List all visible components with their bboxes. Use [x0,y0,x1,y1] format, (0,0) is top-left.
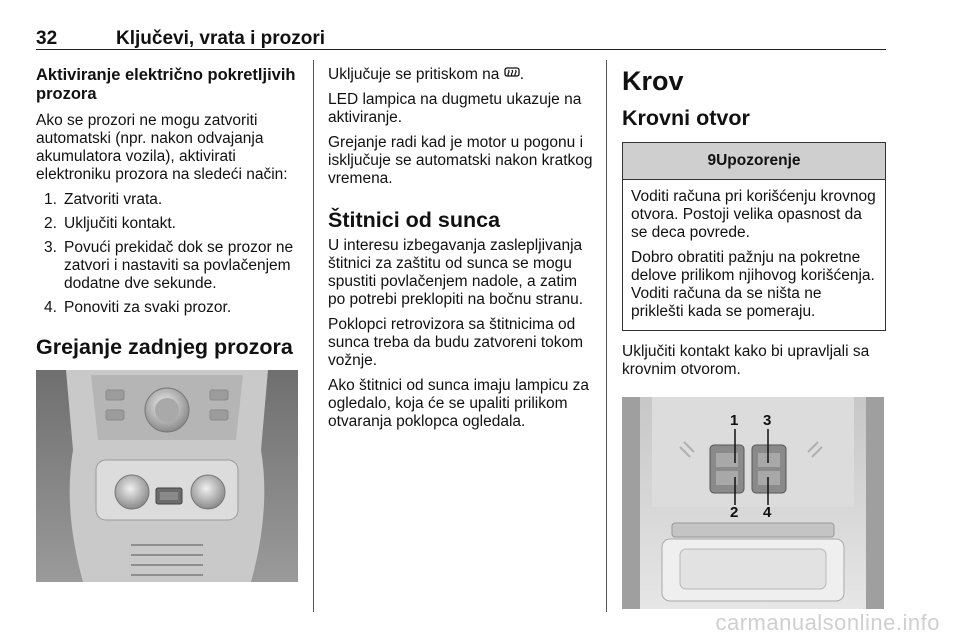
paragraph: Voditi računa pri korišćenju krovnog otvora. Postoji velika opasnost da se deca povrede. [631,188,876,241]
warning-icon: 9 [707,152,717,169]
step-text: Ponoviti za svaki prozor. [64,299,232,316]
list-item [36,299,300,317]
warning-body [623,180,885,330]
column-left [36,66,300,364]
paragraph: Ako štitnici od sunca imaju lampicu za ogledalo, koja će se upaliti prilikom otvaranja poklopca ogledala. [328,377,590,430]
sunroof-switch-image [622,397,884,609]
section-title-roof: Krov [622,66,684,96]
step-text: Uključiti kontakt. [64,215,176,232]
paragraph: Grejanje radi kad je motor u pogonu i isključuje se automatski nakon kratkog vremena. [328,134,593,187]
steps-list [36,191,300,317]
step-number: 3. [44,239,57,256]
step-number: 2. [44,215,57,232]
column-divider [313,60,314,612]
column-right [622,66,886,386]
step-text: Zatvoriti vrata. [64,191,163,208]
section-heading-rear-window: Grejanje zadnjeg prozora [36,335,293,359]
dashboard-console-image [36,370,298,582]
paragraph: Dobro obratiti pažnju na pokretne delove prilikom njihovog korišćenja. Voditi računa da se ništa ne priklešti kada se pomeraju. [631,249,875,320]
rear-window-heater-icon [504,67,520,81]
step-number: 4. [44,299,57,316]
paragraph: Ako se prozori ne mogu zatvoriti automatski (npr. nakon odvajanja akumulatora vozila), aktivirati elektroniku prozora na sledeći način: [36,112,288,183]
warning-box [622,142,886,331]
chapter-title: Ključevi, vrata i prozori [116,28,326,49]
list-item [36,191,300,209]
paragraph: U interesu izbegavanja zaslepljivanja štitnici za zaštitu od sunca se mogu spustiti povlačenjem nadole, a zatim po potrebi preklopiti na bočnu stranu. [328,237,584,308]
paragraph [328,66,594,84]
section-heading-windows: Aktiviranje električno pokretljivih prozora [36,66,296,103]
section-subtitle-sunroof: Krovni otvor [622,106,750,130]
paragraph: LED lampica na dugmetu ukazuje na aktiviranje. [328,91,582,126]
callout-label-1: 1 [730,412,739,429]
section-heading-sun-visors: Štitnici od sunca [328,208,501,232]
paragraph-text: Uključuje se pritiskom na [328,66,504,83]
step-number: 1. [44,191,57,208]
column-divider [606,60,607,612]
column-middle [328,66,594,438]
callout-label-2: 2 [730,504,739,521]
page-header [36,27,886,50]
step-text: Povući prekidač dok se prozor ne zatvori i nastaviti sa povlačenjem dodatne dve sekunde. [64,239,294,292]
watermark: carmanualsonline.info [715,610,940,635]
warning-label: Upozorenje [716,152,801,169]
paragraph: Uključiti kontakt kako bi upravljali sa krovnim otvorom. [622,343,870,378]
paragraph: Poklopci retrovizora sa štitnicima od sunca treba da budu zatvoreni tokom vožnje. [328,316,584,369]
warning-header [623,143,885,180]
callout-label-4: 4 [763,504,772,521]
page-number: 32 [36,28,58,49]
paragraph-end: . [519,66,525,83]
list-item [36,215,300,233]
callout-label-3: 3 [763,412,772,429]
list-item [36,239,300,293]
